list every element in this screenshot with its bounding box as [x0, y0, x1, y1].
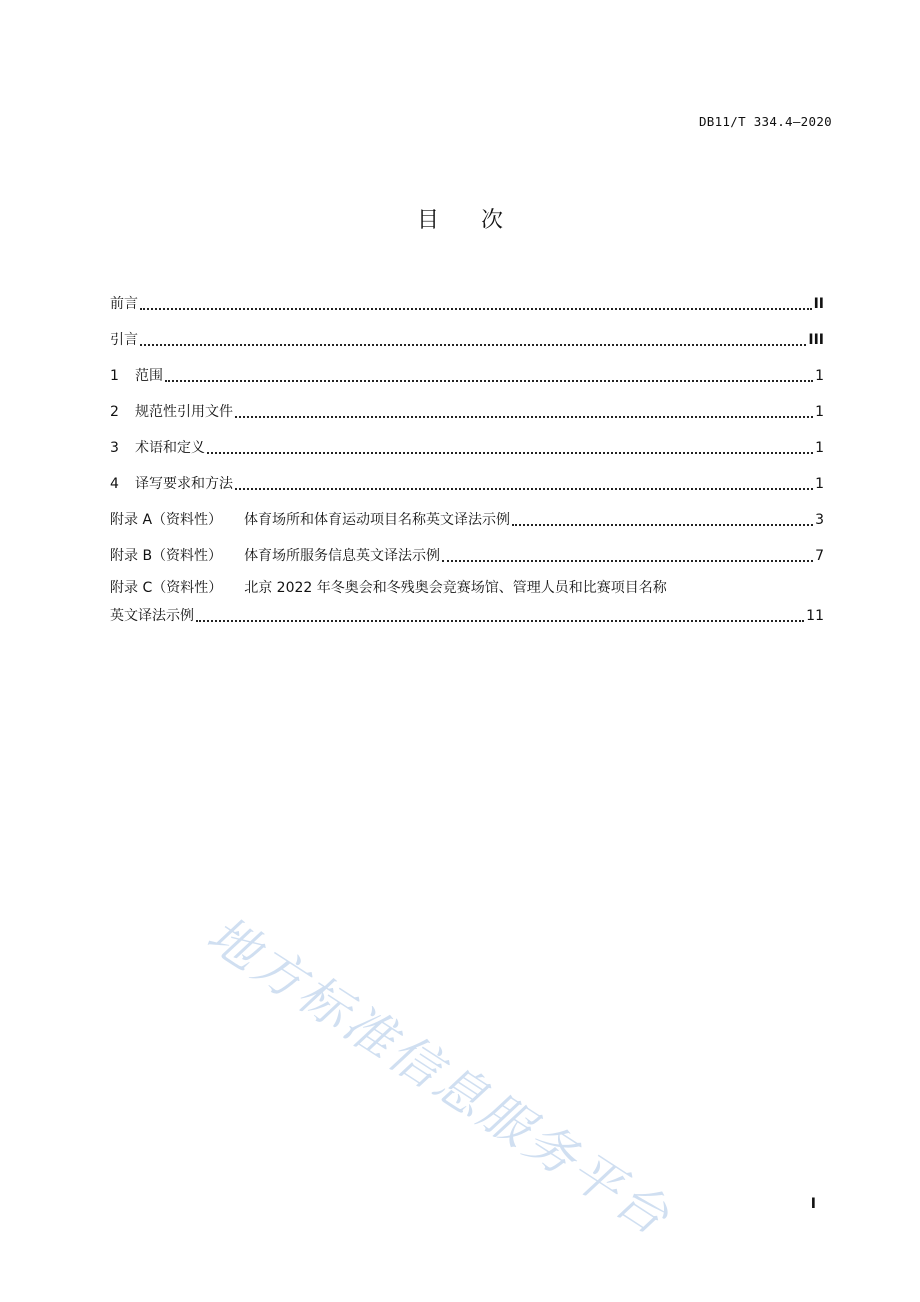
toc-entry-page: 11 [806, 608, 824, 624]
toc-entry-number: 2 [110, 404, 119, 420]
annex-title: 体育场所服务信息英文译法示例 [244, 548, 441, 564]
dot-leader [165, 366, 813, 382]
toc-entry-label: 范围 [135, 368, 163, 384]
toc-entry-number: 1 [110, 368, 119, 384]
document-id: DB11/T 334.4—2020 [698, 114, 832, 129]
toc-entry-foreword[interactable] [110, 278, 824, 314]
page-number: I [810, 1196, 816, 1212]
toc-entry-label [110, 546, 440, 566]
toc-entry-page: III [808, 332, 824, 348]
dot-leader [442, 546, 813, 562]
toc-entry-page: 1 [815, 476, 824, 492]
toc-entry-number: 4 [110, 476, 119, 492]
toc-entry-terms-definitions[interactable] [110, 422, 824, 458]
toc-entry-annex-b[interactable] [110, 530, 824, 566]
annex-prefix: 附录 B（资料性） [110, 548, 223, 564]
toc-entry-label-continued: 英文译法示例 [110, 608, 194, 624]
dot-leader [140, 330, 806, 346]
toc-entry-page: II [813, 296, 824, 312]
toc-entry-annex-a[interactable] [110, 494, 824, 530]
toc-entry-page: 1 [815, 440, 824, 456]
table-of-contents [110, 278, 824, 626]
toc-entry-page: 7 [815, 548, 824, 564]
toc-entry-scope[interactable] [110, 350, 824, 386]
annex-title: 体育场所和体育运动项目名称英文译法示例 [244, 512, 511, 528]
toc-entry-annex-c-continued[interactable] [110, 602, 824, 626]
page-title [0, 203, 920, 234]
dot-leader [196, 606, 804, 622]
toc-entry-translation-methods[interactable] [110, 458, 824, 494]
annex-prefix: 附录 C（资料性） [110, 580, 223, 596]
toc-entry-label [110, 578, 667, 598]
toc-entry-label: 译写要求和方法 [135, 476, 233, 492]
toc-entry-page: 3 [815, 512, 824, 528]
toc-entry-label [110, 510, 510, 530]
toc-entry-normative-references[interactable] [110, 386, 824, 422]
annex-title: 北京 2022 年冬奥会和冬残奥会竞赛场馆、管理人员和比赛项目名称 [244, 580, 667, 596]
toc-entry-introduction[interactable] [110, 314, 824, 350]
toc-entry-label: 术语和定义 [135, 440, 205, 456]
dot-leader [512, 510, 813, 526]
toc-entry-label: 引言 [110, 332, 138, 348]
toc-entry-number: 3 [110, 440, 119, 456]
dot-leader [235, 402, 813, 418]
dot-leader [235, 474, 813, 490]
toc-entry-page: 1 [815, 368, 824, 384]
title-char-2: 次 [481, 208, 504, 233]
toc-entry-annex-c[interactable] [110, 578, 824, 602]
annex-prefix: 附录 A（资料性） [110, 512, 223, 528]
toc-entry-label: 规范性引用文件 [135, 404, 233, 420]
toc-entry-page: 1 [815, 404, 824, 420]
title-char-1: 目 [416, 208, 439, 233]
dot-leader [140, 294, 812, 310]
dot-leader [207, 438, 813, 454]
toc-entry-label: 前言 [110, 296, 138, 312]
watermark-text: 地方标准信息服务平台 [197, 905, 682, 1248]
